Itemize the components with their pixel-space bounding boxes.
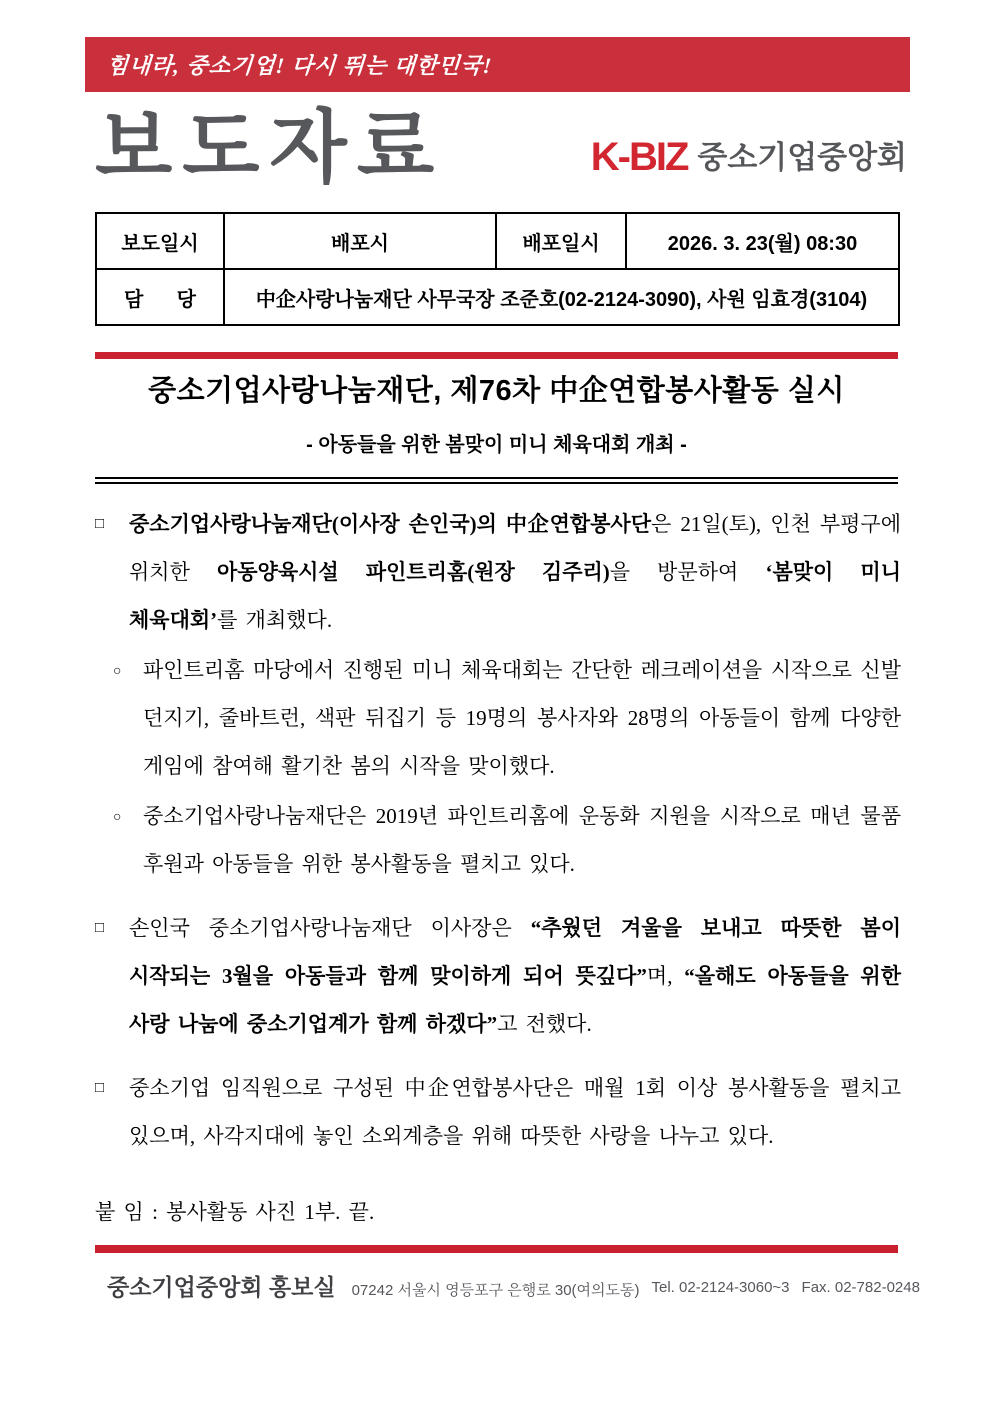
- kbiz-logo-org: 중소기업중앙회: [697, 139, 907, 175]
- footer-tel: Tel. 02-2124-3060~3: [651, 1279, 790, 1296]
- text-segment: 며,: [646, 964, 685, 988]
- distribution-date-value: 2026. 3. 23(월) 08:30: [626, 213, 899, 269]
- text-segment: 손인국 중소기업사랑나눔재단 이사장은: [129, 916, 531, 940]
- body-paragraph: [113, 646, 901, 790]
- bold-text-segment: ‘봄맞이 미니 체육대회’: [129, 560, 901, 632]
- footer-department: 중소기업중앙회 홍보실: [107, 1274, 336, 1300]
- top-banner: [85, 37, 910, 92]
- text-segment: 고 전했다.: [497, 1012, 592, 1036]
- square-bullet-marker: □: [95, 1079, 105, 1096]
- text-segment: 파인트리홈 마당에서 진행된 미니 체육대회는 간단한 레크레이션을 시작으로 신발 던지기, 줄바트런, 색판 뒤집기 등 19명의 봉사자와 28명의 아동들이 함께 다양한 게임에 참여해 활기찬 봄의 시작을 맞이했다.: [143, 658, 901, 778]
- banner-slogan: 힘내라, 중소기업! 다시 뛰는 대한민국!: [106, 53, 494, 78]
- bold-text-segment: “올해도 아동들을 위한 사랑 나눔에 중소기업계가 함께 하겠다”: [129, 964, 901, 1036]
- body-paragraph: [95, 500, 901, 644]
- paragraph-text: [129, 1064, 901, 1160]
- text-segment: 붙 임 : 봉사활동 사진 1부. 끝.: [95, 1200, 375, 1224]
- headline-subtitle: - 아동들을 위한 봄맞이 미니 체육대회 개최 -: [306, 434, 687, 456]
- bold-text-segment: “추웠던 겨울을 보내고 따뜻한 봄이 시작되는 3월을 아동들과 함께 맞이하게 되어 뜻깊다”: [129, 916, 901, 988]
- contact-value: 中企사랑나눔재단 사무국장 조준호(02-2124-3090), 사원 임효경(3104): [224, 269, 899, 325]
- footer-rule: [95, 1245, 898, 1253]
- doc-type-title: 보도자료: [95, 103, 445, 192]
- paragraph-text: [143, 792, 901, 888]
- text-segment: 을 방문하여: [609, 560, 766, 584]
- footer-address: 07242 서울시 영등포구 은행로 30(여의도동): [351, 1282, 640, 1299]
- body-paragraph: [95, 904, 901, 1048]
- headline-title: 중소기업사랑나눔재단, 제76차 中企연합봉사활동 실시: [148, 375, 845, 407]
- text-segment: 중소기업사랑나눔재단은 2019년 파인트리홈에 운동화 지원을 시작으로 매년 물품 후원과 아동들을 위한 봉사활동을 펼치고 있다.: [143, 804, 901, 876]
- text-segment: 은 21일(토), 인천 부평구에 위치한: [129, 512, 901, 584]
- table-row: [96, 213, 899, 269]
- circle-bullet-marker: ○: [113, 808, 122, 824]
- body-paragraph: [95, 1064, 901, 1160]
- press-body: [95, 500, 901, 1238]
- bold-text-segment: 아동양육시설 파인트리홈(원장 김주리): [216, 560, 610, 584]
- release-date-label: 보도일시: [96, 213, 224, 269]
- text-segment: 중소기업 임직원으로 구성된 中企연합봉사단은 매월 1회 이상 봉사활동을 펼치고 있으며, 사각지대에 놓인 소외계층을 위해 따뜻한 사랑을 나누고 있다.: [129, 1076, 901, 1148]
- paragraph-text: [143, 646, 901, 790]
- masthead: [95, 98, 907, 198]
- body-paragraph: [113, 792, 901, 888]
- kbiz-logo: [591, 119, 907, 177]
- paragraph-text: [129, 904, 901, 1048]
- text-segment: 를 개최했다.: [217, 608, 333, 632]
- square-bullet-marker: □: [95, 919, 105, 936]
- footer-line: [95, 1269, 920, 1302]
- paragraph-text: [95, 1188, 901, 1236]
- paragraph-text: [129, 500, 901, 644]
- release-date-value: 배포시: [224, 213, 496, 269]
- kbiz-logo-brand: K-BIZ: [590, 135, 688, 179]
- headline-top-rule: [95, 352, 898, 359]
- bold-text-segment: 중소기업사랑나눔재단(이사장 손인국)의 中企연합봉사단: [129, 512, 652, 536]
- headline-bottom-rule: [95, 477, 898, 484]
- table-row: [96, 269, 899, 325]
- footer: [95, 1245, 920, 1302]
- circle-bullet-marker: ○: [113, 662, 122, 678]
- footer-fax: Fax. 02-782-0248: [801, 1279, 920, 1296]
- square-bullet-marker: □: [95, 515, 105, 532]
- contact-label: 담 당: [96, 269, 224, 325]
- body-paragraph: [95, 1188, 901, 1236]
- press-info-table: [95, 212, 900, 326]
- footer-contact: [352, 1279, 920, 1300]
- distribution-date-label: 배포일시: [496, 213, 626, 269]
